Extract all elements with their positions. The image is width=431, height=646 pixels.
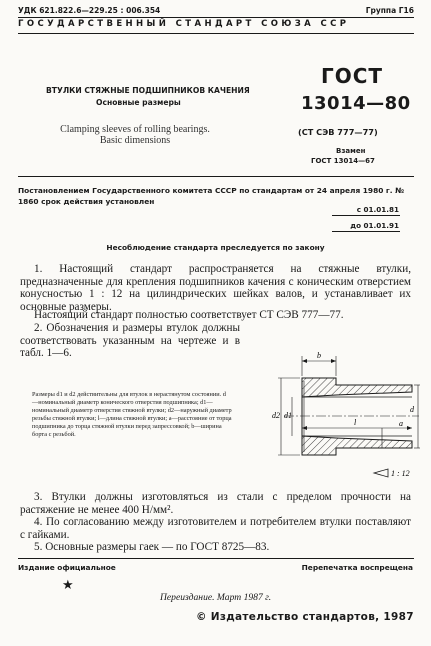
cmea-reference: (СТ СЭВ 777—77) [298, 127, 378, 137]
paragraph-cmea-compliance: Настоящий стандарт полностью соответствует СТ СЭВ 777—77. [34, 309, 344, 321]
title-divider [18, 176, 414, 177]
drawing-caption: Размеры d1 и d2 действительны для втулок в нерастянутом состоянии. d—номинальный диаметр конического отверстия подшипника; d1—номинальный диаметр отверстия стяжной втулки; d2—наружный диаметр резьбы стяжной втулки; l—длина стяжной втулки; a—расстояние от торца подшипника до торца стяжной втулки перед запрессовкой; b—ширина борта с резьбой. [32, 391, 232, 438]
dim-d-label: d [410, 405, 414, 414]
document-title: ВТУЛКИ СТЯЖНЫЕ ПОДШИПНИКОВ КАЧЕНИЯ [46, 86, 250, 95]
document-subtitle: Основные размеры [96, 98, 181, 107]
replaces-label: Взамен [336, 147, 366, 155]
paragraph-5: 5. Основные размеры гаек — по ГОСТ 8725—83. [34, 541, 270, 553]
validity-start: с 01.01.81 [356, 205, 399, 214]
legal-warning: Несоблюдение стандарта преследуется по закону [106, 243, 325, 252]
english-title [0, 124, 270, 146]
dim-a-label: a [399, 419, 403, 428]
english-title-line-2: Basic dimensions [99, 135, 171, 146]
dim-d1-label: d1 [284, 411, 292, 420]
header-bottom-rule [18, 33, 414, 34]
decree-text: Постановлением Государственного комитета СССР по стандартам от 24 апреля 1980 г. № 1860 срок действия установлен [18, 186, 405, 206]
copyright-notice: © Издательство стандартов, 1987 [196, 611, 414, 623]
sleeve-drawing [244, 348, 422, 484]
paragraph-4: 4. По согласованию между изготовителем и потребителем втулки поставляют с гайками. [20, 516, 411, 541]
standard-header: ГОСУДАРСТВЕННЫЙ СТАНДАРТ СОЮЗА ССР [18, 19, 350, 29]
paragraph-1: 1. Настоящий стандарт распространяется на стяжные втулки, предназначенные для крепления подшипников качения с коническим отверстием конусностью 1 : 12 на цилиндрических шейках валов, и устанавливает их основные размеры. [20, 263, 411, 313]
validity-start-underline [332, 215, 400, 216]
footer-rule [18, 558, 414, 559]
reissue-note: Переиздание. Март 1987 г. [160, 592, 272, 603]
edition-note: Издание официальное [18, 563, 116, 572]
validity-end-underline [332, 231, 400, 232]
dim-b-label: b [317, 351, 321, 360]
group-code: Группа Г16 [365, 6, 414, 15]
taper-label: 1 : 12 [391, 469, 410, 478]
udk-code: УДК 621.822.6—229.25 : 006.354 [18, 6, 161, 15]
paragraph-2: 2. Обозначения и размеры втулок должны соответствовать указанным на чертеже и в табл. 1—6. [20, 322, 240, 360]
dim-d2-label: d2 [272, 411, 280, 420]
taper-symbol-icon [374, 469, 388, 477]
dim-l-label: l [354, 418, 357, 427]
star-icon: ★ [62, 577, 74, 592]
replaces-value: ГОСТ 13014—67 [311, 157, 375, 165]
validity-end: до 01.01.91 [350, 221, 399, 230]
paragraph-3: 3. Втулки должны изготовляться из стали с пределом прочности на растяжение не менее 400 Н/мм². [20, 491, 411, 516]
gost-label: ГОСТ [321, 64, 384, 88]
header-top-rule [18, 17, 414, 18]
english-title-line-1: Clamping sleeves of rolling bearings. [60, 124, 210, 135]
gost-number: 13014—80 [301, 93, 411, 114]
reprint-note: Перепечатка воспрещена [301, 563, 413, 572]
